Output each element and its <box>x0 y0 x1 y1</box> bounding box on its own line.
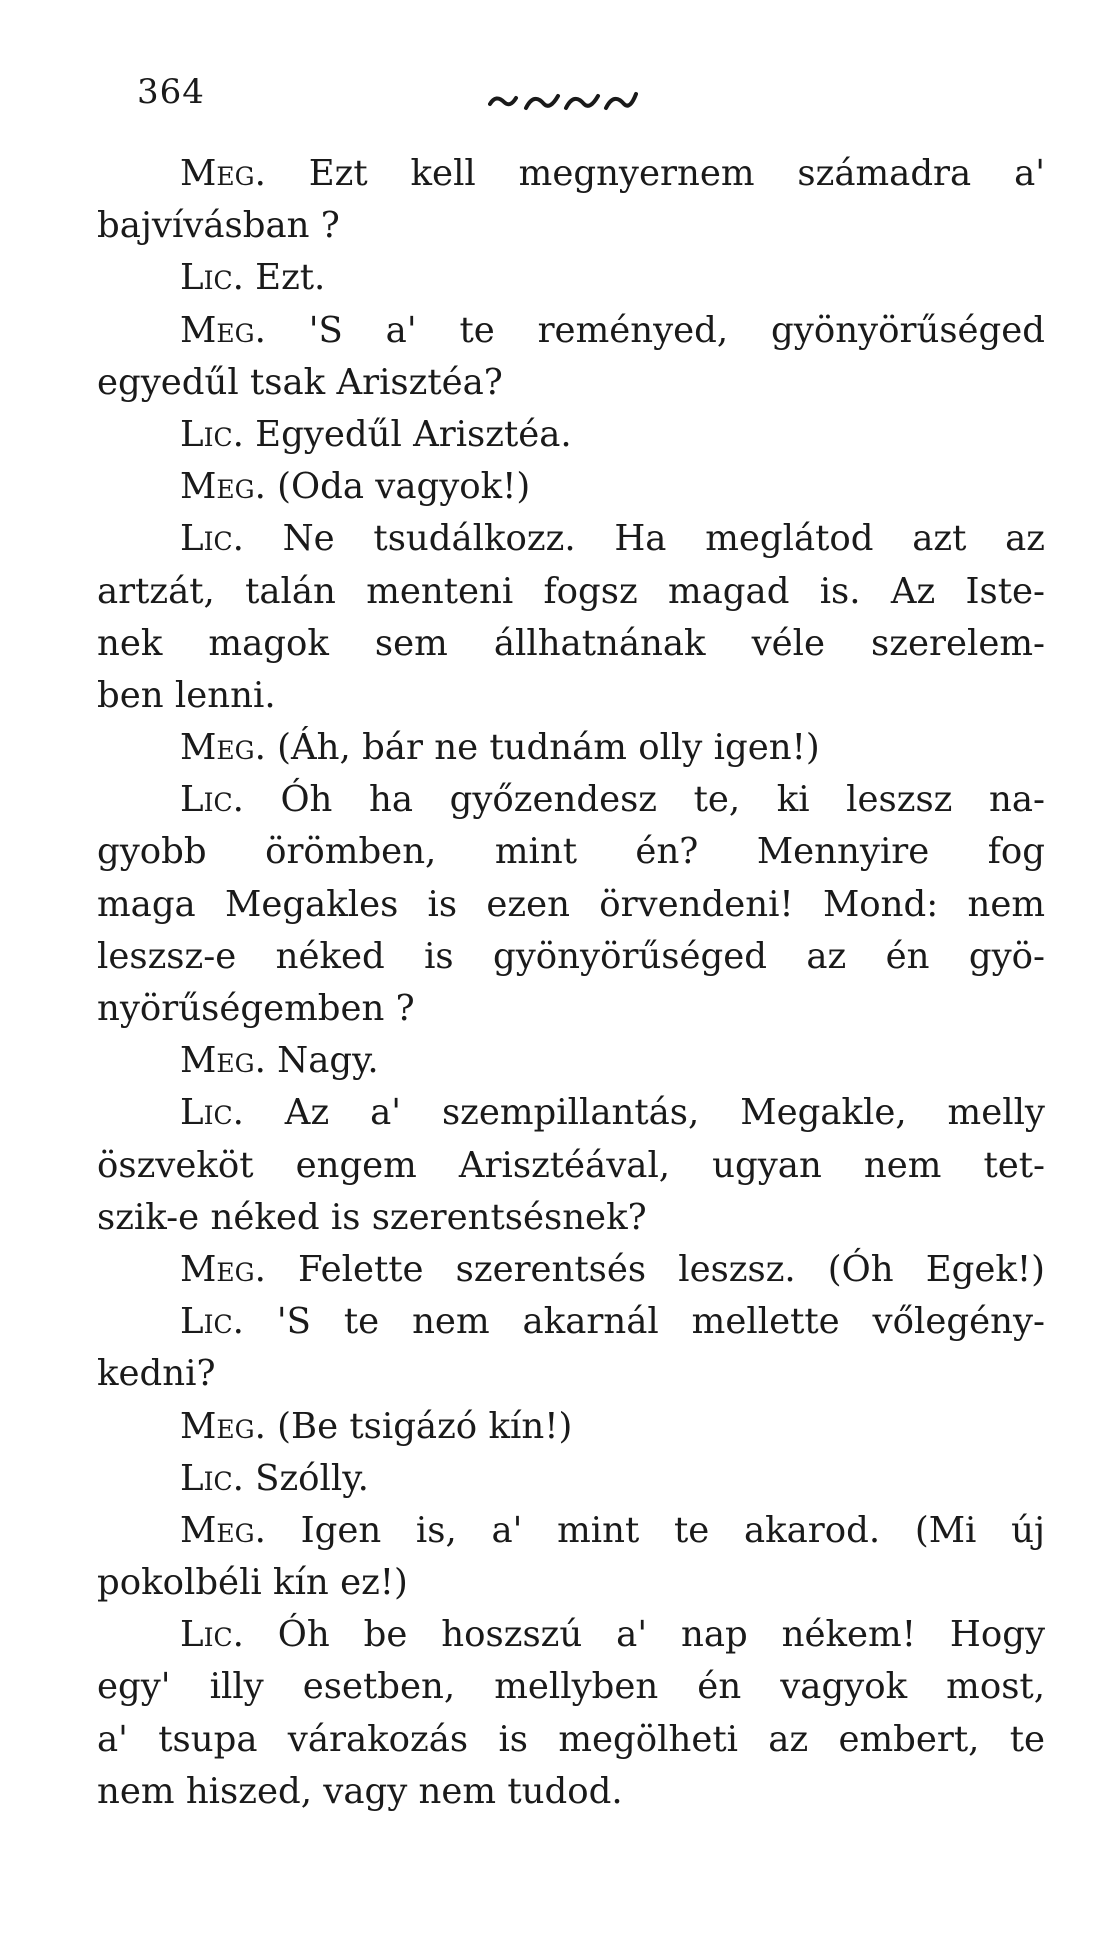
speaker-label: Lic. <box>180 1614 244 1656</box>
tilde-ornament-icon <box>488 86 638 116</box>
speaker-label: Lic. <box>180 1301 244 1343</box>
line-text: kedni? <box>97 1353 216 1395</box>
text-line <box>97 618 1045 670</box>
dialogue-text <box>97 148 1045 1818</box>
text-line <box>97 566 1045 618</box>
text-line <box>97 1296 1045 1348</box>
line-text: ben lenni. <box>97 674 276 716</box>
text-line <box>97 1348 1045 1400</box>
speaker-label: Meg. <box>180 309 266 351</box>
text-line <box>97 1557 1045 1609</box>
text-line <box>97 1087 1045 1139</box>
line-text: Az a' szempillantás, Megakle, melly <box>243 1092 1045 1134</box>
text-line <box>97 722 1045 774</box>
text-line <box>97 1505 1045 1557</box>
line-text: Óh be hoszszú a' nap nékem! Hogy <box>243 1614 1045 1656</box>
line-text: szik-e néked is szerentsésnek? <box>97 1196 647 1238</box>
line-text: 'S a' te reményed, gyönyörűséged <box>265 309 1045 351</box>
text-line <box>97 1035 1045 1087</box>
text-line <box>97 1714 1045 1766</box>
text-line <box>97 252 1045 304</box>
line-text: egyedűl tsak Arisztéa? <box>97 361 503 403</box>
text-line <box>97 409 1045 461</box>
line-text: artzát, talán menteni fogsz magad is. Az Iste- <box>97 570 1045 612</box>
line-text: Óh ha győzendesz te, ki leszsz na- <box>243 779 1045 821</box>
line-text: leszsz-e néked is gyönyörűséged az én gyö- <box>97 935 1045 977</box>
text-line <box>97 1401 1045 1453</box>
text-line <box>97 305 1045 357</box>
text-line <box>97 461 1045 513</box>
text-line <box>97 1661 1045 1713</box>
line-text: pokolbéli kín ez!) <box>97 1562 408 1604</box>
line-text: nem hiszed, vagy nem tudod. <box>97 1770 623 1812</box>
text-line <box>97 148 1045 200</box>
line-text: maga Megakles is ezen örvendeni! Mond: nem <box>97 883 1045 925</box>
speaker-label: Lic. <box>180 257 244 299</box>
line-text: gyobb örömben, mint én? Mennyire fog <box>97 831 1045 873</box>
line-text: (Oda vagyok!) <box>265 466 531 508</box>
speaker-label: Meg. <box>180 153 266 194</box>
line-text: nyörűségemben ? <box>97 988 415 1029</box>
text-line <box>97 513 1045 565</box>
line-text: (Be tsigázó kín!) <box>265 1405 573 1447</box>
line-text: Igen is, a' mint te akarod. (Mi új <box>265 1509 1045 1551</box>
text-line <box>97 357 1045 409</box>
text-line <box>97 774 1045 826</box>
line-text: öszveköt engem Arisztéával, ugyan nem tet- <box>97 1144 1045 1186</box>
speaker-label: Lic. <box>180 779 244 821</box>
line-text: Ezt kell megnyernem számadra a' <box>265 153 1045 194</box>
text-line <box>97 1609 1045 1661</box>
text-line <box>97 1244 1045 1296</box>
text-line <box>97 826 1045 878</box>
speaker-label: Meg. <box>180 1248 266 1290</box>
line-text: Felette szerentsés leszsz. (Óh Egek!) <box>265 1248 1045 1290</box>
line-text: Ne tsudálkozz. Ha meglátod azt az <box>243 518 1045 560</box>
line-text: Ezt. <box>243 257 326 299</box>
line-text: a' tsupa várakozás is megölheti az embert, te <box>97 1718 1045 1760</box>
text-line <box>97 983 1045 1035</box>
text-line <box>97 200 1045 252</box>
line-text: (Áh, bár ne tudnám olly igen!) <box>265 727 820 769</box>
speaker-label: Lic. <box>180 1457 244 1499</box>
text-line <box>97 670 1045 722</box>
speaker-label: Meg. <box>180 727 266 769</box>
text-line <box>97 1766 1045 1818</box>
speaker-label: Meg. <box>180 1509 266 1551</box>
text-line <box>97 879 1045 931</box>
line-text: Nagy. <box>265 1040 379 1082</box>
line-text: nek magok sem állhatnának véle szerelem- <box>97 622 1045 664</box>
line-text: 'S te nem akarnál mellette vőlegény- <box>243 1301 1045 1343</box>
line-text: bajvívásban ? <box>97 205 340 247</box>
speaker-label: Lic. <box>180 518 244 560</box>
speaker-label: Meg. <box>180 1040 266 1082</box>
speaker-label: Meg. <box>180 1405 266 1447</box>
line-text: Szólly. <box>243 1457 369 1499</box>
text-line <box>97 1453 1045 1505</box>
speaker-label: Lic. <box>180 1092 244 1134</box>
text-line <box>97 1192 1045 1244</box>
text-line <box>97 1140 1045 1192</box>
line-text: egy' illy esetben, mellyben én vagyok most, <box>97 1666 1045 1708</box>
speaker-label: Lic. <box>180 413 244 455</box>
line-text: Egyedűl Arisztéa. <box>243 413 572 455</box>
text-line <box>97 931 1045 983</box>
page-number: 364 <box>137 72 205 112</box>
speaker-label: Meg. <box>180 466 266 508</box>
